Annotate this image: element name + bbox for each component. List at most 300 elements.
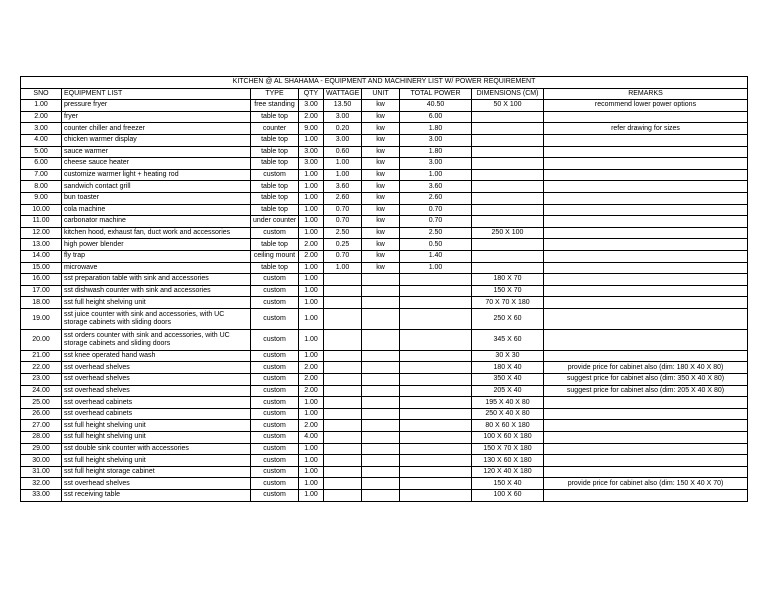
cell-wattage: 0.70 [324, 250, 362, 262]
cell-unit: kw [362, 216, 400, 228]
cell-sno: 6.00 [21, 158, 62, 170]
cell-dimensions: 130 X 60 X 180 [472, 455, 544, 467]
cell-remarks [544, 397, 748, 409]
cell-wattage [324, 350, 362, 362]
table-row [21, 216, 748, 228]
cell-equipment: sst full height shelving unit [62, 420, 251, 432]
cell-wattage: 0.25 [324, 239, 362, 251]
cell-wattage: 2.50 [324, 227, 362, 239]
cell-equipment: fryer [62, 111, 251, 123]
cell-unit [362, 397, 400, 409]
cell-sno: 9.00 [21, 192, 62, 204]
cell-sno: 12.00 [21, 227, 62, 239]
cell-unit [362, 432, 400, 444]
cell-sno: 22.00 [21, 362, 62, 374]
cell-equipment: sst full height storage cabinet [62, 466, 251, 478]
cell-sno: 10.00 [21, 204, 62, 216]
cell-equipment: sauce warmer [62, 146, 251, 158]
cell-unit [362, 490, 400, 502]
cell-remarks [544, 455, 748, 467]
table-row [21, 285, 748, 297]
cell-remarks [544, 432, 748, 444]
cell-unit [362, 374, 400, 386]
cell-unit [362, 466, 400, 478]
cell-dimensions: 50 X 100 [472, 100, 544, 112]
cell-qty: 3.00 [299, 158, 324, 170]
header-dimensions: DIMENSIONS (CM) [472, 88, 544, 100]
header-qty: QTY [299, 88, 324, 100]
cell-qty: 1.00 [299, 262, 324, 274]
table-row [21, 478, 748, 490]
cell-dimensions: 345 X 60 [472, 329, 544, 350]
cell-sno: 32.00 [21, 478, 62, 490]
cell-total-power: 0.70 [400, 216, 472, 228]
cell-qty: 2.00 [299, 239, 324, 251]
table-row [21, 350, 748, 362]
cell-dimensions: 350 X 40 [472, 374, 544, 386]
cell-type: custom [251, 329, 299, 350]
table-row [21, 297, 748, 309]
cell-sno: 1.00 [21, 100, 62, 112]
cell-total-power: 6.00 [400, 111, 472, 123]
cell-qty: 3.00 [299, 100, 324, 112]
cell-sno: 33.00 [21, 490, 62, 502]
table-row [21, 181, 748, 193]
cell-wattage [324, 285, 362, 297]
cell-sno: 5.00 [21, 146, 62, 158]
cell-total-power [400, 297, 472, 309]
cell-wattage: 0.70 [324, 204, 362, 216]
sheet-title: KITCHEN @ AL SHAHAMA - EQUIPMENT AND MACHINERY LIST W/ POWER REQUIREMENT [21, 77, 748, 89]
cell-sno: 4.00 [21, 134, 62, 146]
cell-unit: kw [362, 192, 400, 204]
cell-dimensions: 120 X 40 X 180 [472, 466, 544, 478]
cell-type: custom [251, 274, 299, 286]
cell-equipment: sst preparation table with sink and accessories [62, 274, 251, 286]
cell-total-power [400, 350, 472, 362]
cell-type: custom [251, 169, 299, 181]
cell-dimensions: 100 X 60 X 180 [472, 432, 544, 444]
cell-unit [362, 420, 400, 432]
cell-wattage [324, 397, 362, 409]
table-row [21, 262, 748, 274]
cell-qty: 4.00 [299, 432, 324, 444]
cell-equipment: high power blender [62, 239, 251, 251]
table-row [21, 443, 748, 455]
table-row [21, 192, 748, 204]
cell-wattage: 1.00 [324, 158, 362, 170]
cell-qty: 1.00 [299, 443, 324, 455]
cell-type: custom [251, 432, 299, 444]
table-row [21, 466, 748, 478]
cell-equipment: counter chiller and freezer [62, 123, 251, 135]
cell-wattage: 3.00 [324, 134, 362, 146]
cell-total-power [400, 285, 472, 297]
cell-type: custom [251, 308, 299, 329]
cell-wattage [324, 490, 362, 502]
cell-type: custom [251, 297, 299, 309]
cell-remarks [544, 227, 748, 239]
cell-type: table top [251, 262, 299, 274]
cell-type: custom [251, 385, 299, 397]
cell-total-power: 40.50 [400, 100, 472, 112]
cell-qty: 3.00 [299, 146, 324, 158]
table-row [21, 408, 748, 420]
cell-remarks [544, 297, 748, 309]
cell-type: custom [251, 350, 299, 362]
cell-unit [362, 350, 400, 362]
cell-dimensions: 250 X 40 X 80 [472, 408, 544, 420]
cell-unit: kw [362, 146, 400, 158]
cell-total-power: 1.80 [400, 123, 472, 135]
cell-type: counter [251, 123, 299, 135]
cell-type: table top [251, 111, 299, 123]
cell-remarks [544, 250, 748, 262]
cell-remarks: refer drawing for sizes [544, 123, 748, 135]
cell-wattage: 0.60 [324, 146, 362, 158]
cell-remarks [544, 262, 748, 274]
cell-equipment: sst orders counter with sink and accessories, with UC storage cabinets and sliding doors [62, 329, 251, 350]
cell-sno: 24.00 [21, 385, 62, 397]
header-type: TYPE [251, 88, 299, 100]
cell-dimensions: 30 X 30 [472, 350, 544, 362]
cell-wattage [324, 443, 362, 455]
cell-equipment: sst full height shelving unit [62, 297, 251, 309]
cell-total-power [400, 329, 472, 350]
cell-equipment: sst dishwash counter with sink and accessories [62, 285, 251, 297]
cell-remarks [544, 466, 748, 478]
cell-qty: 1.00 [299, 478, 324, 490]
cell-dimensions [472, 169, 544, 181]
cell-remarks: provide price for cabinet also (dim: 150 X 40 X 70) [544, 478, 748, 490]
header-sno: SNO [21, 88, 62, 100]
table-row [21, 490, 748, 502]
cell-type: table top [251, 192, 299, 204]
cell-sno: 29.00 [21, 443, 62, 455]
cell-remarks: suggest price for cabinet also (dim: 350 X 40 X 80) [544, 374, 748, 386]
cell-equipment: sst full height shelving unit [62, 455, 251, 467]
cell-remarks: recommend lower power options [544, 100, 748, 112]
cell-qty: 1.00 [299, 466, 324, 478]
cell-remarks [544, 181, 748, 193]
cell-qty: 2.00 [299, 420, 324, 432]
cell-dimensions [472, 181, 544, 193]
cell-qty: 1.00 [299, 134, 324, 146]
header-wattage: WATTAGE [324, 88, 362, 100]
cell-type: custom [251, 362, 299, 374]
table-row [21, 158, 748, 170]
cell-unit [362, 274, 400, 286]
cell-sno: 18.00 [21, 297, 62, 309]
cell-qty: 2.00 [299, 385, 324, 397]
cell-remarks [544, 350, 748, 362]
cell-type: table top [251, 204, 299, 216]
cell-unit: kw [362, 158, 400, 170]
cell-dimensions [472, 111, 544, 123]
cell-dimensions: 150 X 40 [472, 478, 544, 490]
cell-equipment: sandwich contact grill [62, 181, 251, 193]
cell-equipment: sst overhead shelves [62, 478, 251, 490]
cell-unit: kw [362, 181, 400, 193]
cell-total-power [400, 385, 472, 397]
cell-equipment: cheese sauce heater [62, 158, 251, 170]
cell-wattage [324, 362, 362, 374]
cell-qty: 1.00 [299, 285, 324, 297]
cell-qty: 1.00 [299, 274, 324, 286]
cell-total-power [400, 443, 472, 455]
table-row [21, 432, 748, 444]
cell-wattage [324, 329, 362, 350]
cell-unit [362, 285, 400, 297]
cell-sno: 7.00 [21, 169, 62, 181]
cell-equipment: carbonator machine [62, 216, 251, 228]
cell-wattage: 0.70 [324, 216, 362, 228]
cell-dimensions: 205 X 40 [472, 385, 544, 397]
cell-remarks: suggest price for cabinet also (dim: 205 X 40 X 80) [544, 385, 748, 397]
cell-unit [362, 455, 400, 467]
cell-type: custom [251, 490, 299, 502]
cell-total-power: 1.00 [400, 169, 472, 181]
cell-dimensions [472, 192, 544, 204]
header-total-power: TOTAL POWER [400, 88, 472, 100]
table-row [21, 385, 748, 397]
cell-sno: 15.00 [21, 262, 62, 274]
cell-wattage [324, 455, 362, 467]
equipment-table [20, 76, 748, 502]
cell-qty: 1.00 [299, 308, 324, 329]
table-row [21, 250, 748, 262]
cell-sno: 21.00 [21, 350, 62, 362]
cell-remarks [544, 158, 748, 170]
cell-remarks [544, 192, 748, 204]
cell-wattage: 2.60 [324, 192, 362, 204]
cell-wattage: 1.00 [324, 262, 362, 274]
cell-total-power: 0.50 [400, 239, 472, 251]
cell-dimensions: 195 X 40 X 80 [472, 397, 544, 409]
cell-total-power [400, 420, 472, 432]
cell-sno: 20.00 [21, 329, 62, 350]
cell-wattage [324, 308, 362, 329]
cell-sno: 19.00 [21, 308, 62, 329]
table-row [21, 329, 748, 350]
cell-type: custom [251, 227, 299, 239]
table-row [21, 227, 748, 239]
cell-wattage [324, 385, 362, 397]
cell-dimensions: 150 X 70 [472, 285, 544, 297]
cell-qty: 1.00 [299, 216, 324, 228]
cell-unit [362, 329, 400, 350]
cell-unit [362, 385, 400, 397]
cell-remarks [544, 239, 748, 251]
cell-equipment: sst receiving table [62, 490, 251, 502]
table-row [21, 204, 748, 216]
cell-wattage [324, 297, 362, 309]
cell-equipment: pressure fryer [62, 100, 251, 112]
cell-unit: kw [362, 239, 400, 251]
cell-dimensions [472, 134, 544, 146]
cell-wattage: 13.50 [324, 100, 362, 112]
cell-remarks [544, 134, 748, 146]
cell-type: custom [251, 455, 299, 467]
cell-unit [362, 443, 400, 455]
header-unit: UNIT [362, 88, 400, 100]
cell-unit: kw [362, 250, 400, 262]
cell-dimensions [472, 216, 544, 228]
cell-unit: kw [362, 227, 400, 239]
table-row [21, 239, 748, 251]
cell-wattage [324, 432, 362, 444]
cell-wattage: 3.00 [324, 111, 362, 123]
cell-type: custom [251, 374, 299, 386]
cell-qty: 2.00 [299, 111, 324, 123]
cell-remarks [544, 111, 748, 123]
cell-sno: 2.00 [21, 111, 62, 123]
cell-qty: 1.00 [299, 329, 324, 350]
cell-qty: 1.00 [299, 397, 324, 409]
cell-type: table top [251, 158, 299, 170]
cell-wattage [324, 420, 362, 432]
cell-equipment: sst full height shelving unit [62, 432, 251, 444]
cell-equipment: kitchen hood, exhaust fan, duct work and accessories [62, 227, 251, 239]
cell-dimensions: 150 X 70 X 180 [472, 443, 544, 455]
cell-equipment: microwave [62, 262, 251, 274]
cell-remarks [544, 146, 748, 158]
cell-type: custom [251, 420, 299, 432]
cell-type: under counter [251, 216, 299, 228]
cell-remarks [544, 443, 748, 455]
cell-total-power [400, 432, 472, 444]
cell-qty: 1.00 [299, 169, 324, 181]
cell-total-power [400, 490, 472, 502]
cell-sno: 16.00 [21, 274, 62, 286]
cell-sno: 8.00 [21, 181, 62, 193]
cell-equipment: chicken warmer display [62, 134, 251, 146]
cell-unit: kw [362, 123, 400, 135]
cell-sno: 30.00 [21, 455, 62, 467]
table-row [21, 362, 748, 374]
cell-type: custom [251, 443, 299, 455]
cell-remarks [544, 216, 748, 228]
table-row [21, 274, 748, 286]
header-row [21, 88, 748, 100]
cell-wattage [324, 466, 362, 478]
cell-equipment: sst overhead shelves [62, 374, 251, 386]
cell-remarks [544, 420, 748, 432]
cell-total-power: 0.70 [400, 204, 472, 216]
cell-dimensions [472, 146, 544, 158]
cell-equipment: fly trap [62, 250, 251, 262]
cell-dimensions: 250 X 100 [472, 227, 544, 239]
cell-total-power: 1.00 [400, 262, 472, 274]
table-row [21, 111, 748, 123]
cell-total-power [400, 478, 472, 490]
cell-sno: 25.00 [21, 397, 62, 409]
cell-type: ceiling mount [251, 250, 299, 262]
cell-type: custom [251, 285, 299, 297]
cell-remarks [544, 490, 748, 502]
cell-remarks [544, 308, 748, 329]
cell-qty: 9.00 [299, 123, 324, 135]
cell-total-power [400, 455, 472, 467]
cell-total-power [400, 308, 472, 329]
table-row [21, 123, 748, 135]
cell-qty: 1.00 [299, 204, 324, 216]
cell-total-power: 1.80 [400, 146, 472, 158]
header-equipment: EQUIPMENT LIST [62, 88, 251, 100]
cell-wattage: 1.00 [324, 169, 362, 181]
cell-qty: 1.00 [299, 181, 324, 193]
cell-total-power: 2.60 [400, 192, 472, 204]
cell-unit: kw [362, 204, 400, 216]
cell-total-power [400, 408, 472, 420]
cell-unit [362, 308, 400, 329]
cell-qty: 1.00 [299, 192, 324, 204]
cell-remarks [544, 169, 748, 181]
cell-dimensions: 180 X 70 [472, 274, 544, 286]
cell-sno: 28.00 [21, 432, 62, 444]
cell-equipment: sst overhead cabinets [62, 397, 251, 409]
cell-type: custom [251, 408, 299, 420]
cell-unit [362, 478, 400, 490]
cell-sno: 27.00 [21, 420, 62, 432]
cell-unit: kw [362, 111, 400, 123]
cell-total-power [400, 274, 472, 286]
cell-total-power: 3.00 [400, 158, 472, 170]
cell-unit: kw [362, 169, 400, 181]
cell-dimensions: 250 X 60 [472, 308, 544, 329]
cell-unit [362, 297, 400, 309]
cell-sno: 23.00 [21, 374, 62, 386]
table-row [21, 455, 748, 467]
table-row [21, 134, 748, 146]
cell-dimensions [472, 158, 544, 170]
cell-unit: kw [362, 134, 400, 146]
header-remarks: REMARKS [544, 88, 748, 100]
cell-wattage [324, 408, 362, 420]
table-row [21, 397, 748, 409]
cell-remarks: provide price for cabinet also (dim: 180 X 40 X 80) [544, 362, 748, 374]
table-row [21, 169, 748, 181]
cell-wattage [324, 478, 362, 490]
cell-equipment: bun toaster [62, 192, 251, 204]
cell-remarks [544, 274, 748, 286]
cell-equipment: sst overhead cabinets [62, 408, 251, 420]
cell-sno: 13.00 [21, 239, 62, 251]
cell-dimensions [472, 262, 544, 274]
cell-wattage [324, 374, 362, 386]
cell-remarks [544, 285, 748, 297]
cell-qty: 1.00 [299, 455, 324, 467]
table-row [21, 146, 748, 158]
cell-remarks [544, 329, 748, 350]
cell-unit [362, 362, 400, 374]
cell-equipment: cola machine [62, 204, 251, 216]
cell-type: custom [251, 478, 299, 490]
cell-qty: 2.00 [299, 374, 324, 386]
cell-qty: 1.00 [299, 297, 324, 309]
cell-equipment: sst overhead shelves [62, 385, 251, 397]
cell-wattage: 3.60 [324, 181, 362, 193]
cell-sno: 14.00 [21, 250, 62, 262]
cell-dimensions [472, 250, 544, 262]
cell-dimensions [472, 204, 544, 216]
cell-dimensions: 70 X 70 X 180 [472, 297, 544, 309]
cell-qty: 1.00 [299, 350, 324, 362]
cell-sno: 17.00 [21, 285, 62, 297]
cell-wattage: 0.20 [324, 123, 362, 135]
cell-equipment: customize warmer light + heating rod [62, 169, 251, 181]
cell-total-power: 2.50 [400, 227, 472, 239]
